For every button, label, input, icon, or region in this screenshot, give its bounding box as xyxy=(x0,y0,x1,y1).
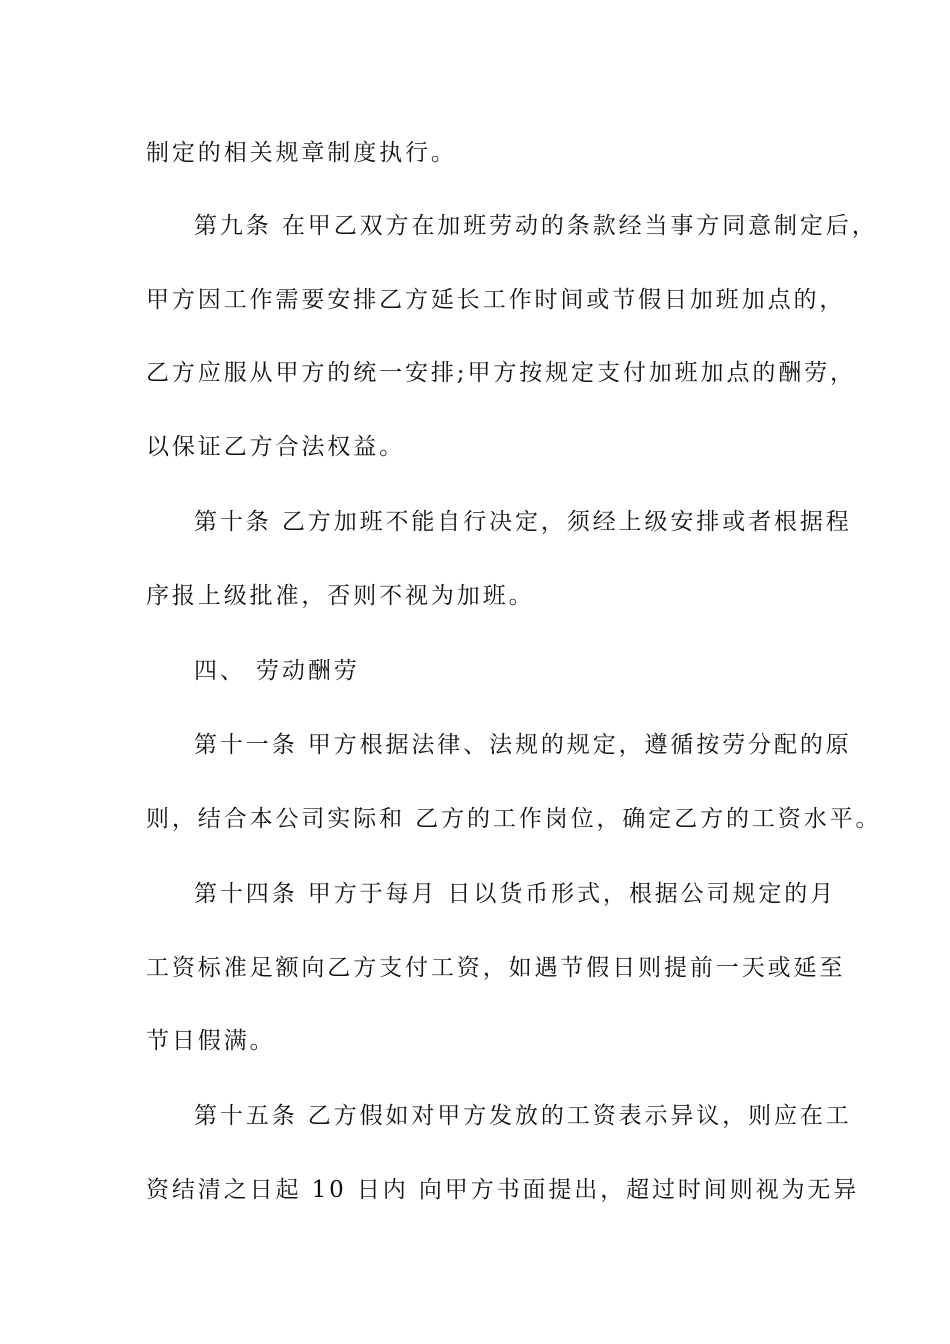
text-line: 工资标准足额向乙方支付工资，如遇节假日则提前一天或延至 xyxy=(146,955,846,981)
section-heading: 四、 劳动酬劳 xyxy=(194,658,360,684)
text-line: 制定的相关规章制度执行。 xyxy=(146,140,457,166)
article-10-heading-line: 第十条 乙方加班不能自行决定，须经上级安排或者根据程 xyxy=(194,509,852,535)
text-line: 资结清之日起 10 日内 向甲方书面提出，超过时间则视为无异 xyxy=(146,1177,860,1203)
text-line: 以保证乙方合法权益。 xyxy=(146,434,405,460)
text-line: 乙方应服从甲方的统一安排;甲方按规定支付加班加点的酬劳， xyxy=(146,360,856,386)
article-11-heading-line: 第十一条 甲方根据法律、法规的规定，遵循按劳分配的原 xyxy=(194,732,852,758)
article-9-heading-line: 第九条 在甲乙双方在加班劳动的条款经当事方同意制定后， xyxy=(194,213,878,239)
text-line: 节日假满。 xyxy=(146,1028,276,1054)
article-14-heading-line: 第十四条 甲方于每月 日以货币形式，根据公司规定的月 xyxy=(194,881,837,907)
text-line: 序报上级批准，否则不视为加班。 xyxy=(146,583,535,609)
article-15-heading-line: 第十五条 乙方假如对甲方发放的工资表示异议，则应在工 xyxy=(194,1103,852,1129)
text-line: 则，结合本公司实际和 乙方的工作岗位，确定乙方的工资水平。 xyxy=(146,806,882,832)
text-line: 甲方因工作需要安排乙方延长工作时间或节假日加班加点的， xyxy=(146,287,846,313)
